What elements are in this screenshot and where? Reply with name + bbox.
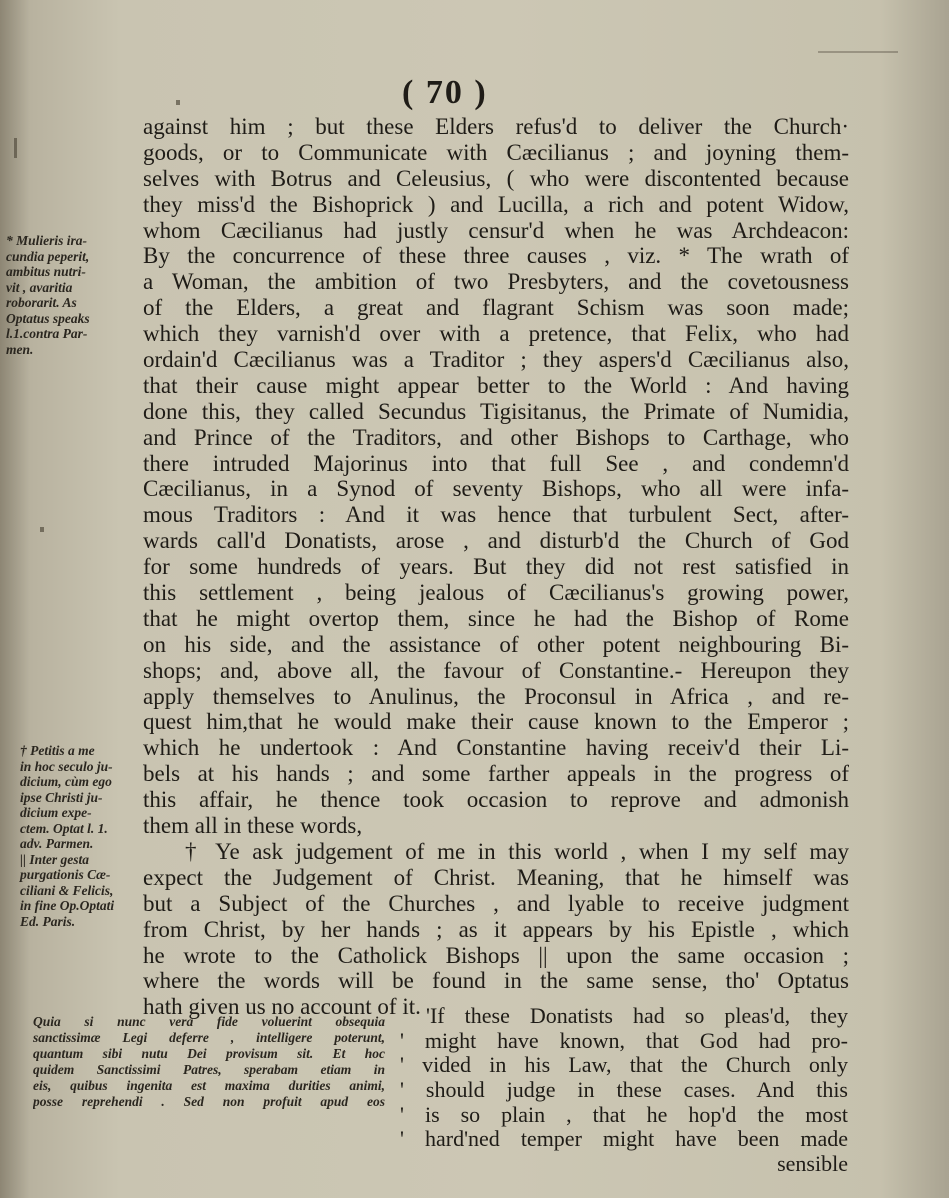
margin-note-line: dicium expe- <box>20 805 92 820</box>
margin-note-line: ciliani & Felicis, <box>20 882 114 898</box>
text-line: shops; and, above all, the favour of Constantine.- Hereupon they <box>143 657 849 683</box>
quote-line: ' hard'ned temper might have been made <box>400 1127 848 1152</box>
text-line: this settlement , being jealous of Cæcilianus's growing power, <box>143 580 849 606</box>
margin-note-line: cundia peperit, <box>6 248 90 264</box>
margin-note-line: vit , avaritia <box>6 279 73 295</box>
margin-note-line: roborarit. As <box>6 295 77 310</box>
margin-note-line: * Mulieris ira- <box>6 233 88 248</box>
ink-speck <box>176 100 180 105</box>
margin-note-line: men. <box>6 341 34 357</box>
text-line: expect the Judgement of Christ. Meaning, that he himself was <box>143 864 849 890</box>
text-line: which he undertook : And Constantine having receiv'd their Li- <box>143 735 849 761</box>
quote-line: sensible <box>777 1152 848 1177</box>
text-line: a Woman, the ambition of two Presbyters, and the covetousness <box>143 269 849 295</box>
text-line: quest him,that he would make their cause known to the Emperor ; <box>143 709 849 735</box>
footnote-line: Quia si nunc vera fide voluerint obsequia <box>33 1014 385 1029</box>
quote-line: ' might have known, that God had pro- <box>400 1028 848 1053</box>
quote-line: ' is so plain , that he hop'd the most <box>400 1102 848 1127</box>
margin-note-mulieris <box>6 233 140 357</box>
margin-note-line: in hoc seculo ju- <box>20 758 113 774</box>
text-line: bels at his hands ; and some farther appeals in the progress of <box>143 761 849 787</box>
margin-note-line: dicium, cùm ego <box>20 774 112 789</box>
text-line: wards call'd Donatists, arose , and disturb'd the Church of God <box>143 528 849 554</box>
margin-note-line: adv. Parmen. <box>20 836 94 851</box>
ink-speck <box>818 51 898 53</box>
margin-note-line: ctem. Optat l. 1. <box>20 820 108 836</box>
quoted-passage <box>400 1004 848 1177</box>
margin-note-petitis <box>20 743 150 929</box>
quote-line: ' should judge in these cases. And this <box>400 1078 848 1103</box>
footnote-line: posse reprehendi . Sed non profuit apud eos <box>33 1094 385 1109</box>
ink-speck <box>40 527 44 532</box>
text-line: of the Elders, a great and flagrant Schism was soon made; <box>143 295 849 321</box>
text-line: that he might overtop them, since he had the Bishop of Rome <box>143 605 849 631</box>
text-line: where the words will be found in the same sense, tho' Optatus <box>143 968 849 994</box>
margin-note-line: || Inter gesta <box>20 851 89 867</box>
text-line: this affair, he thence took occasion to reprove and admonish <box>143 787 849 813</box>
latin-footnote <box>33 1014 385 1110</box>
text-line: but a Subject of the Churches , and lyable to receive judgment <box>143 890 849 916</box>
margin-note-line: † Petitis a me <box>20 743 95 758</box>
text-line: on his side, and the assistance of other potent neighbouring Bi- <box>143 631 849 657</box>
footnote-line: quidem Sanctissimi Patres, sperabam etiam in <box>33 1062 385 1077</box>
text-line: ordain'd Cæcilianus was a Traditor ; they aspers'd Cæcilianus also, <box>143 347 849 373</box>
text-line: Cæcilianus, in a Synod of seventy Bishops, who all were infa- <box>143 476 849 502</box>
footnote-line: sanctissimæ Legi deferre , intelligere poterunt, <box>33 1030 385 1045</box>
text-line: which they varnish'd over with a pretence, that Felix, who had <box>143 321 849 347</box>
text-line: they miss'd the Bishoprick ) and Lucilla, a rich and potent Widow, <box>143 191 849 217</box>
ink-speck <box>14 138 17 158</box>
text-line: for some hundreds of years. But they did not rest satisfied in <box>143 554 849 580</box>
margin-note-line: Ed. Paris. <box>20 913 76 929</box>
text-line: hath given us no account of it. <box>143 994 421 1020</box>
margin-note-line: Optatus speaks <box>6 310 90 326</box>
margin-note-line: ipse Christi ju- <box>20 789 103 805</box>
text-line: from Christ, by her hands ; as it appears by his Epistle , which <box>143 916 849 942</box>
footnote-line: eis, quibus ingenita est maxima durities animi, <box>33 1078 385 1093</box>
text-line: and Prince of the Traditors, and other Bishops to Carthage, who <box>143 424 849 450</box>
quote-line: ' vided in his Law, that the Church only <box>400 1053 848 1078</box>
text-line: goods, or to Communicate with Cæcilianus ; and joyning them- <box>143 139 849 165</box>
page-number: ( 70 ) <box>402 74 488 111</box>
text-line: † Ye ask judgement of me in this world , when I my self may <box>185 838 849 864</box>
text-line: them all in these words, <box>143 813 363 839</box>
text-line: whom Cæcilianus had justly censur'd when he was Archdeacon: <box>143 217 849 243</box>
margin-note-line: purgationis Cæ- <box>20 867 111 882</box>
margin-note-line: ambitus nutri- <box>6 264 86 279</box>
footnote-line: quantum sibi nutu Dei provisum sit. Et hoc <box>33 1046 385 1061</box>
text-line: against him ; but these Elders refus'd to deliver the Church· <box>143 114 849 139</box>
margin-note-line: in fine Op.Optati <box>20 898 115 913</box>
text-line: apply themselves to Anulinus, the Proconsul in Africa , and re- <box>143 683 849 709</box>
text-line: that their cause might appear better to the World : And having <box>143 372 849 398</box>
text-line: selves with Botrus and Celeusius, ( who were discontented because <box>143 165 849 191</box>
text-line: he wrote to the Catholick Bishops || upon the same occasion ; <box>143 942 849 968</box>
text-line: there intruded Majorinus into that full See , and condemn'd <box>143 450 849 476</box>
text-line: By the concurrence of these three causes , viz. * The wrath of <box>143 243 849 269</box>
quote-line: 'If these Donatists had so pleas'd, they <box>426 1004 848 1028</box>
text-line: mous Traditors : And it was hence that turbulent Sect, after- <box>143 502 849 528</box>
main-text <box>143 114 849 1020</box>
text-line: done this, they called Secundus Tigisitanus, the Primate of Numidia, <box>143 398 849 424</box>
margin-note-line: l.1.contra Par- <box>6 326 88 341</box>
